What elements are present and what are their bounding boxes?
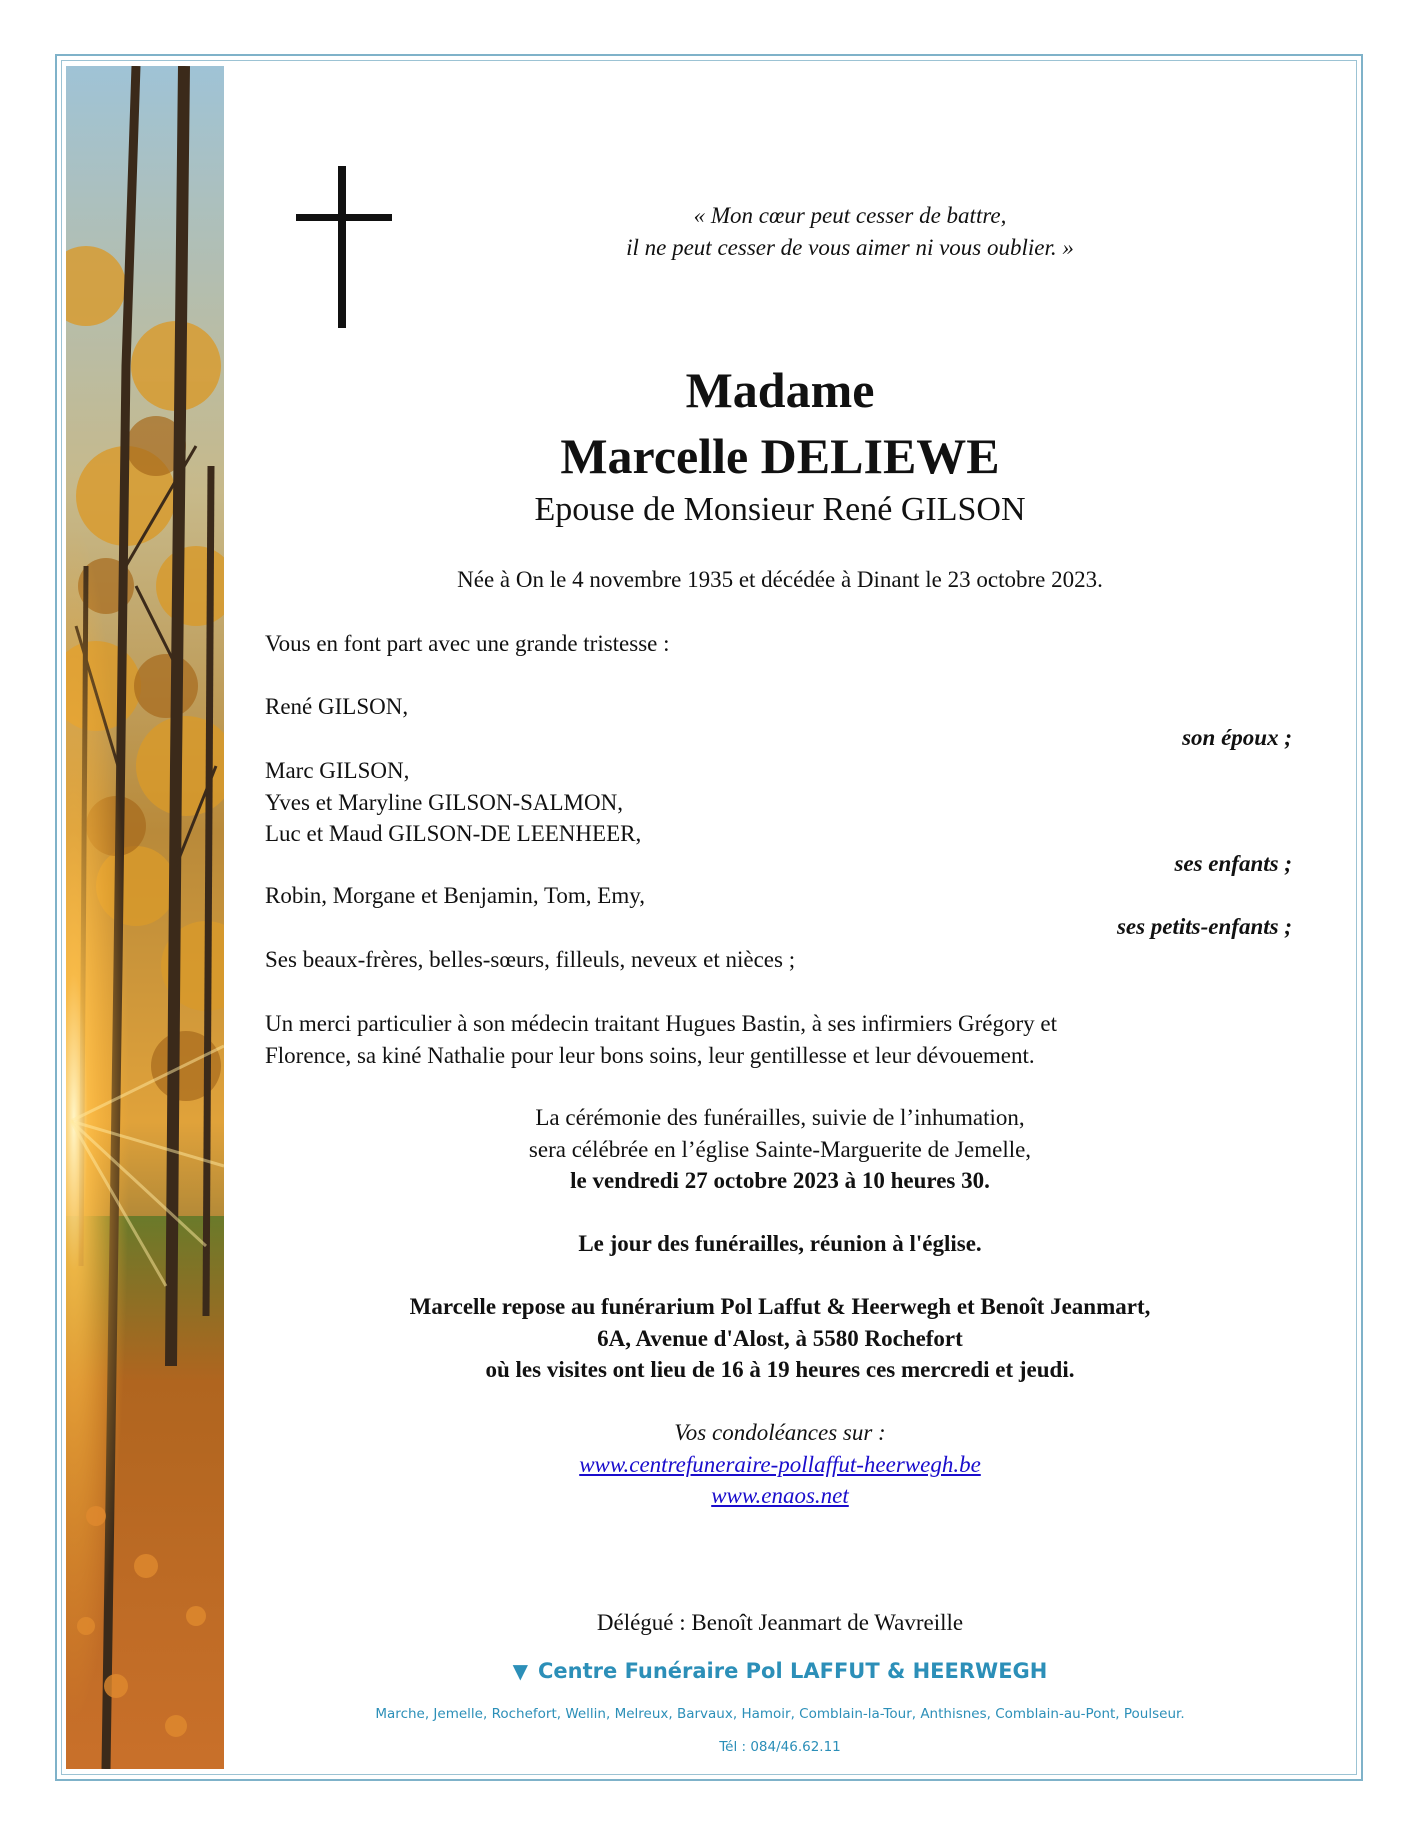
ceremony-line-1: La cérémonie des funérailles, suivie de l’inhumation, <box>535 1105 1025 1130</box>
condolences-label: Vos condoléances sur : <box>674 1420 886 1445</box>
deceased-name: Marcelle DELIEWE <box>560 428 1000 484</box>
ceremony-line-2: sera célébrée en l’église Sainte-Marguerite de Jemelle, <box>528 1137 1032 1162</box>
children-role: ses enfants ; <box>1174 851 1292 876</box>
company-towns: Marche, Jemelle, Rochefort, Wellin, Melreux, Barvaux, Hamoir, Comblain-la-Tour, Anthisnes, Comblain-au-Pont, Poulseur. <box>375 1706 1185 1722</box>
birth-death-line: Née à On le 4 novembre 1935 et décédée à Dinant le 23 octobre 2023. <box>457 567 1103 592</box>
rest-line-2: 6A, Avenue d'Alost, à 5580 Rochefort <box>597 1326 963 1351</box>
thanks-line-1: Un merci particulier à son médecin traitant Hugues Bastin, à ses infirmiers Grégory et <box>265 1011 1057 1036</box>
autumn-forest-image <box>66 66 224 1769</box>
spouse-line: Epouse de Monsieur René GILSON <box>534 491 1026 528</box>
company-phone: Tél : 084/46.62.11 <box>719 1739 841 1755</box>
condolences-link-2[interactable]: www.enaos.net <box>711 1483 849 1508</box>
delegate-line: Délégué : Benoît Jeanmart de Wavreille <box>596 1610 964 1635</box>
deceased-title: Madame <box>685 362 875 418</box>
meeting-note: Le jour des funérailles, réunion à l'église. <box>578 1231 982 1256</box>
child-1: Marc GILSON, <box>265 758 410 783</box>
quote-line-1: « Mon cœur peut cesser de battre, <box>693 203 1007 228</box>
husband-name: René GILSON, <box>265 694 409 719</box>
company-label: Centre Funéraire Pol LAFFUT & HEERWEGH <box>538 1659 1048 1683</box>
grandchildren-role: ses petits-enfants ; <box>1116 914 1292 939</box>
announcement-intro: Vous en font part avec une grande tristesse : <box>265 631 670 656</box>
cross-icon <box>296 166 392 328</box>
triangle-down-icon: ▼ <box>512 1659 529 1683</box>
ceremony-date: le vendredi 27 octobre 2023 à 10 heures 30. <box>570 1168 990 1193</box>
quote <box>560 200 1140 264</box>
rest-line-1: Marcelle repose au funérarium Pol Laffut & Heerwegh et Benoît Jeanmart, <box>409 1294 1151 1319</box>
quote-line-2: il ne peut cesser de vous aimer ni vous oublier. » <box>626 235 1074 260</box>
child-2: Yves et Maryline GILSON-SALMON, <box>265 790 623 815</box>
grandchildren: Robin, Morgane et Benjamin, Tom, Emy, <box>265 883 645 908</box>
condolences-link-1[interactable]: www.centrefuneraire-pollaffut-heerwegh.be <box>579 1452 981 1477</box>
thanks-line-2: Florence, sa kiné Nathalie pour leur bons soins, leur gentillesse et leur dévouement. <box>265 1043 1035 1068</box>
other-relatives: Ses beaux-frères, belles-sœurs, filleuls, neveux et nièces ; <box>265 947 796 972</box>
child-3: Luc et Maud GILSON-DE LEENHEER, <box>265 821 642 846</box>
company-name <box>260 1656 1300 1686</box>
rest-line-3: où les visites ont lieu de 16 à 19 heures ces mercredi et jeudi. <box>485 1357 1075 1382</box>
husband-role: son époux ; <box>1182 725 1292 750</box>
